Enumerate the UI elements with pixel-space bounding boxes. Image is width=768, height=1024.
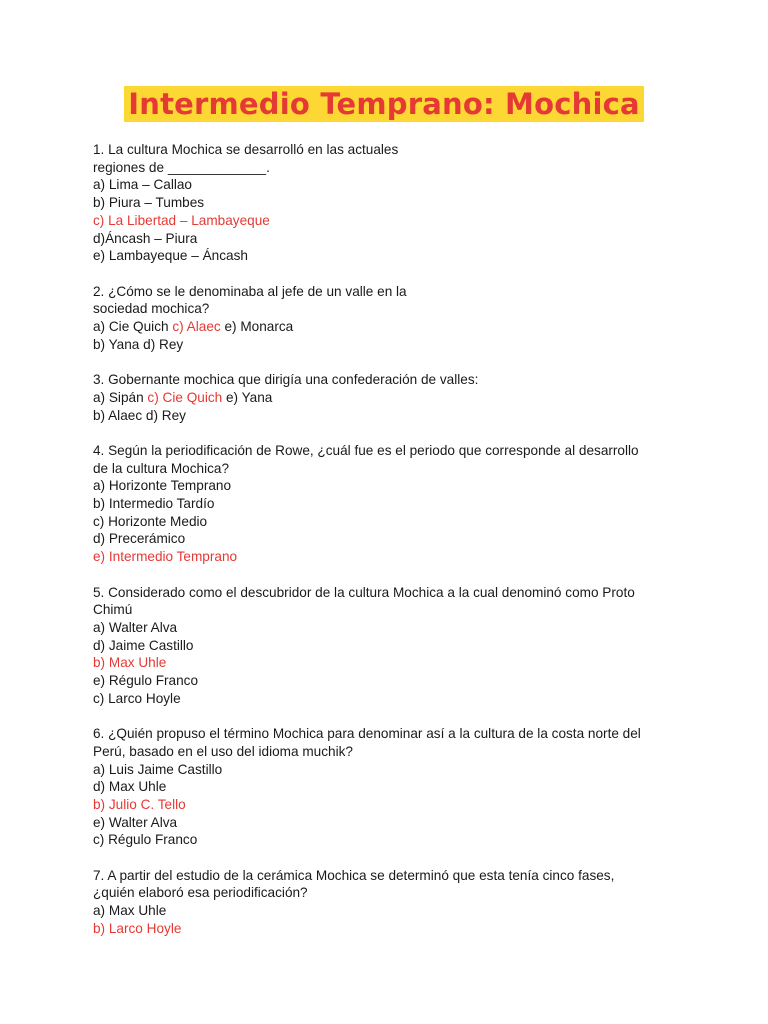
option-a: a) Cie Quich: [93, 319, 173, 335]
question-stem: 7. A partir del estudio de la cerámica Mochica se determinó que esta tenía cinco fases,: [93, 867, 615, 883]
question-5: [93, 584, 713, 708]
question-stem: Chimú: [93, 602, 133, 618]
option-e: e) Régulo Franco: [93, 673, 199, 689]
question-3: [93, 371, 713, 424]
option-e: e) Yana: [222, 389, 273, 405]
options-line-1: [93, 318, 713, 336]
options-line-1: [93, 389, 713, 407]
question-stem: sociedad mochica?: [93, 301, 210, 317]
question-stem: 4. Según la periodificación de Rowe, ¿cuál fue es el periodo que corresponde al desarrollo: [93, 442, 639, 458]
question-4: [93, 442, 713, 566]
option-c: c) Larco Hoyle: [93, 690, 181, 706]
correct-option-c: c) Cie Quich: [147, 389, 223, 405]
option-c: c) Horizonte Medio: [93, 513, 208, 529]
options-line-2: b) Yana d) Rey: [93, 336, 184, 352]
correct-option-e: e) Intermedio Temprano: [93, 549, 238, 565]
option-a: a) Sipán: [93, 389, 148, 405]
option-d: d) Jaime Castillo: [93, 637, 194, 653]
correct-option-c: c) La Libertad – Lambayeque: [93, 212, 270, 228]
question-stem: Perú, basado en el uso del idioma muchik?: [93, 743, 353, 759]
option-a: a) Max Uhle: [93, 903, 167, 919]
correct-option-b: b) Max Uhle: [93, 655, 167, 671]
title-container: [0, 86, 768, 122]
question-7: [93, 867, 713, 938]
question-2: [93, 283, 713, 354]
question-stem: ¿quién elaboró esa periodificación?: [93, 885, 308, 901]
option-d: d) Max Uhle: [93, 779, 167, 795]
option-a: a) Lima – Callao: [93, 177, 192, 193]
option-a: a) Horizonte Temprano: [93, 478, 232, 494]
correct-option-c: c) Alaec: [172, 319, 221, 335]
option-e: e) Walter Alva: [93, 814, 178, 830]
question-stem: 5. Considerado como el descubridor de la cultura Mochica a la cual denominó como Proto: [93, 584, 635, 600]
option-d: d)Áncash – Piura: [93, 230, 198, 246]
options-line-2: b) Alaec d) Rey: [93, 407, 186, 423]
question-list: [93, 141, 713, 955]
question-stem: 6. ¿Quién propuso el término Mochica para denominar así a la cultura de la costa norte del: [93, 726, 641, 742]
option-a: a) Walter Alva: [93, 619, 178, 635]
option-a: a) Luis Jaime Castillo: [93, 761, 223, 777]
option-e: e) Monarca: [220, 319, 294, 335]
question-6: [93, 725, 713, 849]
page-title: Intermedio Temprano: Mochica: [124, 86, 644, 122]
question-stem: 2. ¿Cómo se le denominaba al jefe de un valle en la: [93, 283, 407, 299]
correct-option-b: b) Julio C. Tello: [93, 796, 186, 812]
question-stem: 1. La cultura Mochica se desarrolló en las actuales: [93, 142, 399, 157]
option-d: d) Precerámico: [93, 531, 186, 547]
option-c: c) Régulo Franco: [93, 832, 198, 848]
question-stem: de la cultura Mochica?: [93, 460, 230, 476]
question-stem: regiones de _____________.: [93, 159, 270, 175]
option-b: b) Piura – Tumbes: [93, 195, 205, 211]
correct-option-b: b) Larco Hoyle: [93, 920, 182, 936]
option-e: e) Lambayeque – Áncash: [93, 248, 248, 264]
question-1: [93, 141, 713, 265]
option-b: b) Intermedio Tardío: [93, 496, 215, 512]
question-stem: 3. Gobernante mochica que dirigía una confederación de valles:: [93, 372, 479, 388]
